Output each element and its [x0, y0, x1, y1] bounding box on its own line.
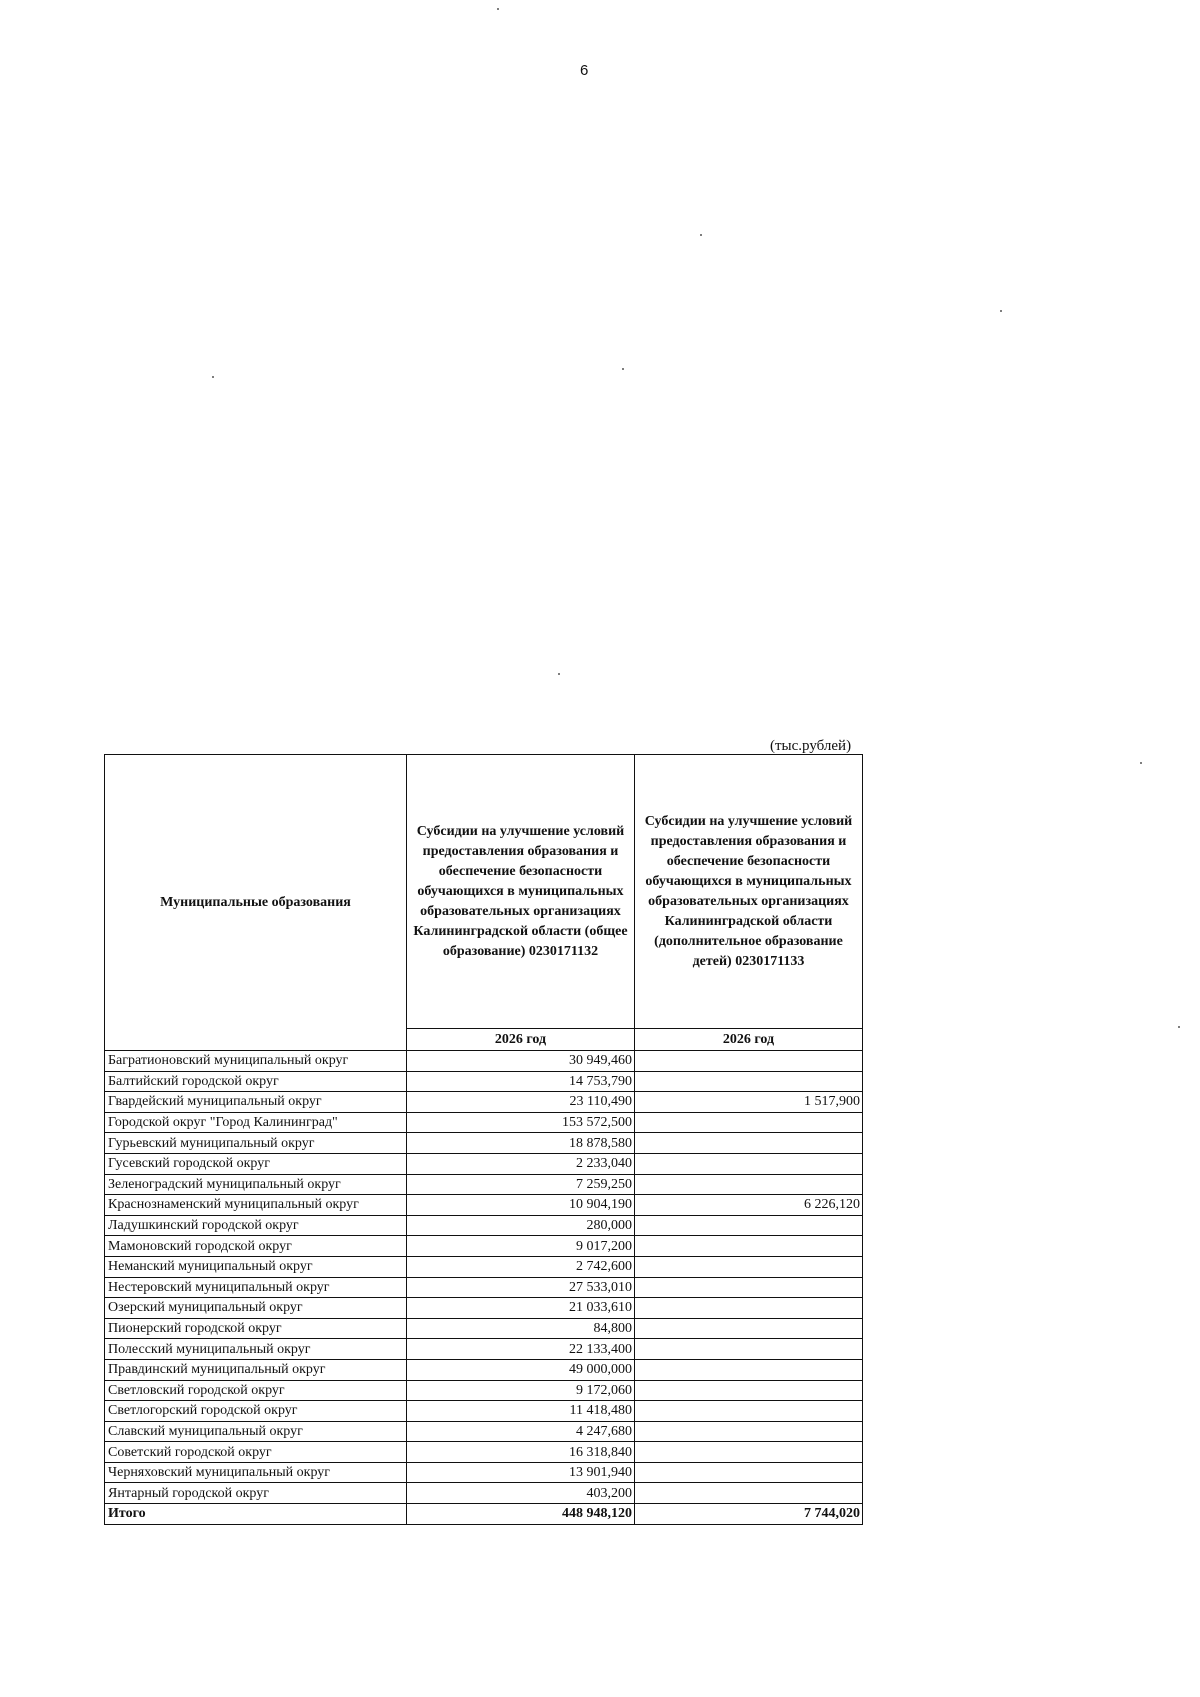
- municipality-cell: Янтарный городской округ: [105, 1483, 407, 1504]
- additional-education-value: [635, 1421, 863, 1442]
- municipality-cell: Правдинский муниципальный округ: [105, 1359, 407, 1380]
- general-education-value: 23 110,490: [407, 1092, 635, 1113]
- table-row: [105, 1401, 863, 1422]
- scan-speck: [558, 673, 560, 675]
- table-row: [105, 1421, 863, 1442]
- municipality-cell: Нестеровский муниципальный округ: [105, 1277, 407, 1298]
- table-row: [105, 1298, 863, 1319]
- total-row: [105, 1504, 863, 1525]
- units-label: (тыс.рублей): [770, 738, 852, 754]
- additional-education-value: [635, 1112, 863, 1133]
- table-row: [105, 1112, 863, 1133]
- header-municipalities: Муниципальные образования: [105, 755, 407, 1051]
- total-additional-education: 7 744,020: [635, 1504, 863, 1525]
- municipality-cell: Гвардейский муниципальный округ: [105, 1092, 407, 1113]
- table-row: [105, 1483, 863, 1504]
- municipality-cell: Неманский муниципальный округ: [105, 1256, 407, 1277]
- table-row: [105, 1051, 863, 1072]
- scan-speck: [1000, 310, 1002, 312]
- year-additional-education: 2026 год: [635, 1029, 863, 1051]
- table-row: [105, 1215, 863, 1236]
- general-education-value: 9 172,060: [407, 1380, 635, 1401]
- municipality-cell: Пионерский городской округ: [105, 1318, 407, 1339]
- additional-education-value: [635, 1153, 863, 1174]
- table-row: [105, 1339, 863, 1360]
- table-row: [105, 1195, 863, 1216]
- general-education-value: 11 418,480: [407, 1401, 635, 1422]
- table-row: [105, 1092, 863, 1113]
- general-education-value: 4 247,680: [407, 1421, 635, 1442]
- header-additional-education: Субсидии на улучшение условий предоставления образования и обеспечение безопасности обучающихся в муниципальных образовательных организациях Калининградской области (дополнительное образование детей) 0230171133: [635, 755, 863, 1029]
- additional-education-value: [635, 1359, 863, 1380]
- additional-education-value: [635, 1339, 863, 1360]
- subsidies-table: [104, 754, 863, 1525]
- table-row: [105, 1462, 863, 1483]
- general-education-value: 280,000: [407, 1215, 635, 1236]
- municipality-cell: Краснознаменский муниципальный округ: [105, 1195, 407, 1216]
- municipality-cell: Мамоновский городской округ: [105, 1236, 407, 1257]
- general-education-value: 21 033,610: [407, 1298, 635, 1319]
- additional-education-value: 1 517,900: [635, 1092, 863, 1113]
- table-row: [105, 1442, 863, 1463]
- table-row: [105, 1318, 863, 1339]
- additional-education-value: [635, 1442, 863, 1463]
- general-education-value: 10 904,190: [407, 1195, 635, 1216]
- municipality-cell: Багратионовский муниципальный округ: [105, 1051, 407, 1072]
- municipality-cell: Советский городской округ: [105, 1442, 407, 1463]
- table-row: [105, 1071, 863, 1092]
- table-row: [105, 1359, 863, 1380]
- additional-education-value: [635, 1071, 863, 1092]
- additional-education-value: [635, 1462, 863, 1483]
- general-education-value: 22 133,400: [407, 1339, 635, 1360]
- table-row: [105, 1133, 863, 1154]
- table-row: [105, 1380, 863, 1401]
- municipality-cell: Ладушкинский городской округ: [105, 1215, 407, 1236]
- table-row: [105, 1277, 863, 1298]
- general-education-value: 49 000,000: [407, 1359, 635, 1380]
- general-education-value: 16 318,840: [407, 1442, 635, 1463]
- municipality-cell: Светлогорский городской округ: [105, 1401, 407, 1422]
- municipality-cell: Зеленоградский муниципальный округ: [105, 1174, 407, 1195]
- table-row: [105, 1256, 863, 1277]
- municipality-cell: Гурьевский муниципальный округ: [105, 1133, 407, 1154]
- table-header-row: [105, 755, 863, 1029]
- additional-education-value: [635, 1133, 863, 1154]
- municipality-cell: Светловский городской округ: [105, 1380, 407, 1401]
- additional-education-value: [635, 1318, 863, 1339]
- table-row: [105, 1236, 863, 1257]
- general-education-value: 84,800: [407, 1318, 635, 1339]
- general-education-value: 18 878,580: [407, 1133, 635, 1154]
- general-education-value: 13 901,940: [407, 1462, 635, 1483]
- scan-speck: [1178, 1026, 1180, 1028]
- additional-education-value: 6 226,120: [635, 1195, 863, 1216]
- additional-education-value: [635, 1401, 863, 1422]
- general-education-value: 153 572,500: [407, 1112, 635, 1133]
- municipality-cell: Полесский муниципальный округ: [105, 1339, 407, 1360]
- additional-education-value: [635, 1256, 863, 1277]
- scan-speck: [700, 234, 702, 236]
- municipality-cell: Озерский муниципальный округ: [105, 1298, 407, 1319]
- municipality-cell: Гусевский городской округ: [105, 1153, 407, 1174]
- header-general-education: Субсидии на улучшение условий предоставления образования и обеспечение безопасности обучающихся в муниципальных образовательных организациях Калининградской области (общее образование) 0230171132: [407, 755, 635, 1029]
- table-row: [105, 1174, 863, 1195]
- municipality-cell: Черняховский муниципальный округ: [105, 1462, 407, 1483]
- general-education-value: 30 949,460: [407, 1051, 635, 1072]
- additional-education-value: [635, 1236, 863, 1257]
- table-body: [105, 1051, 863, 1525]
- total-label: Итого: [105, 1504, 407, 1525]
- general-education-value: 403,200: [407, 1483, 635, 1504]
- year-general-education: 2026 год: [407, 1029, 635, 1051]
- scan-speck: [497, 8, 499, 10]
- page-number: 6: [580, 62, 589, 79]
- municipality-cell: Балтийский городской округ: [105, 1071, 407, 1092]
- general-education-value: 7 259,250: [407, 1174, 635, 1195]
- additional-education-value: [635, 1298, 863, 1319]
- total-general-education: 448 948,120: [407, 1504, 635, 1525]
- scan-speck: [1140, 762, 1142, 764]
- additional-education-value: [635, 1174, 863, 1195]
- municipality-cell: Славский муниципальный округ: [105, 1421, 407, 1442]
- general-education-value: 2 233,040: [407, 1153, 635, 1174]
- general-education-value: 27 533,010: [407, 1277, 635, 1298]
- additional-education-value: [635, 1277, 863, 1298]
- general-education-value: 2 742,600: [407, 1256, 635, 1277]
- table-row: [105, 1153, 863, 1174]
- additional-education-value: [635, 1483, 863, 1504]
- scan-speck: [212, 376, 214, 378]
- additional-education-value: [635, 1215, 863, 1236]
- additional-education-value: [635, 1380, 863, 1401]
- general-education-value: 9 017,200: [407, 1236, 635, 1257]
- municipality-cell: Городской округ "Город Калининград": [105, 1112, 407, 1133]
- additional-education-value: [635, 1051, 863, 1072]
- scan-speck: [622, 368, 624, 370]
- general-education-value: 14 753,790: [407, 1071, 635, 1092]
